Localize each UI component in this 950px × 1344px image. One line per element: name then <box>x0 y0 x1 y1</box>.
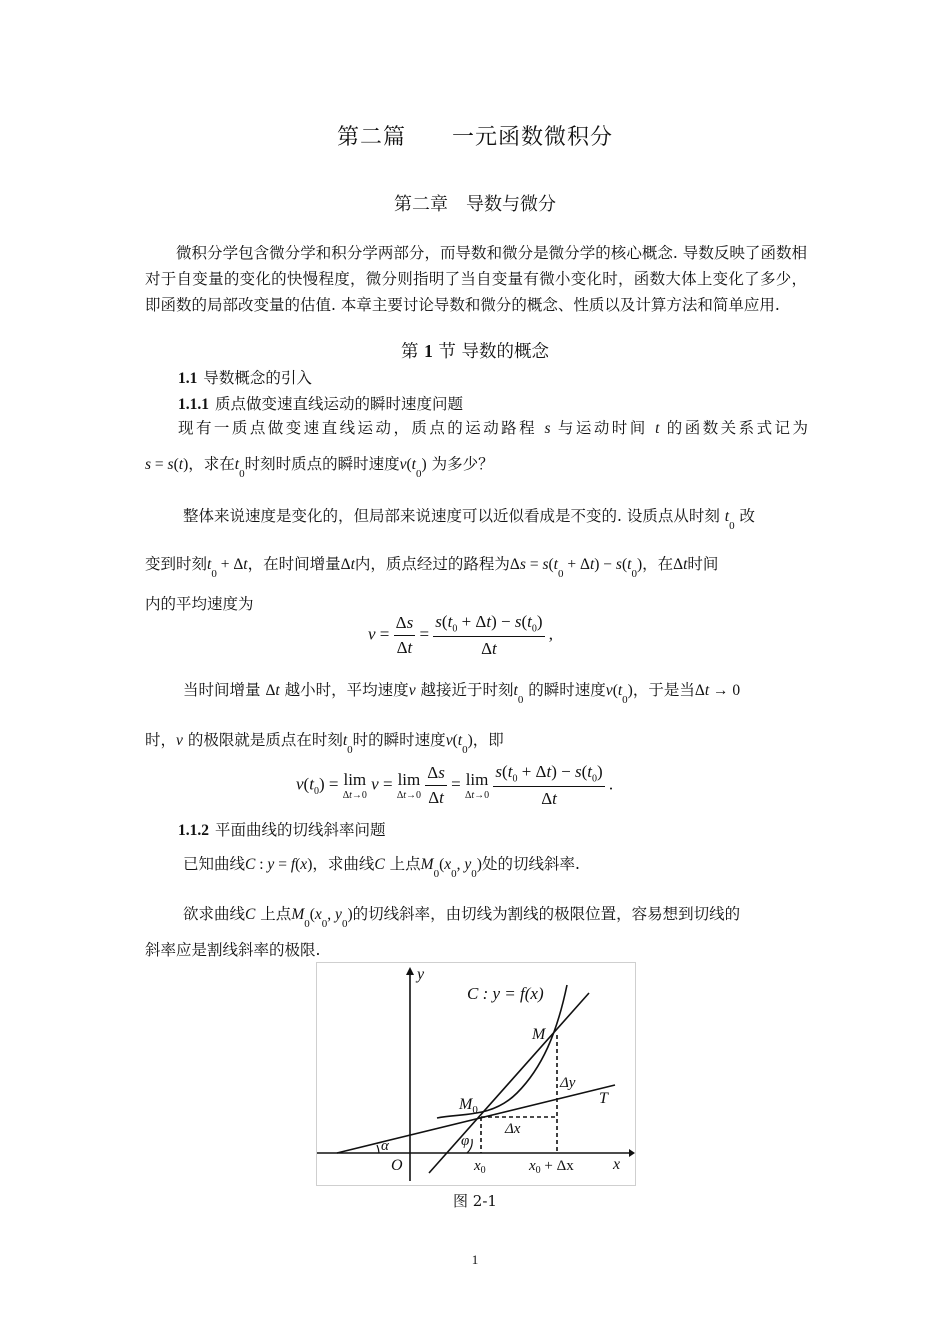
x-axis-label: x <box>613 1156 621 1173</box>
paragraph-average-line1: 整体来说速度是变化的，但局部来说速度可以近似看成是不变的. 设质点从时刻 $t_0$ 改 <box>183 507 756 532</box>
paragraph-tangent-line1: 已知曲线C : y = f(x)，求曲线C 上点$M_0(x_0$, $y_0$)处的切线斜率. <box>183 855 580 880</box>
section-title <box>0 338 950 363</box>
paragraph-limit-line1: 当时间增量 Δt 越小时，平均速度v 越接近于时刻$t_0$ 的瞬时速度$v(t_0)$，于是当Δt → 0 <box>183 681 741 706</box>
origin-label: O <box>391 1157 403 1174</box>
x0-label: $x_0$ <box>474 1158 486 1176</box>
section-suffix: 节 导数的概念 <box>438 342 549 362</box>
phi-label: φ <box>461 1133 470 1149</box>
paragraph-motion-line2: s = s(t)，求在$t_0$时刻时质点的瞬时速度$v(t_0)$ 为多少？ <box>145 455 494 480</box>
intro-paragraph: 微积分学包含微分学和积分学两部分，而导数和微分是微分学的核心概念. 导数反映了函数相对于自变量的变化的快慢程度，微分则指明了当自变量有微小变化时，函数大体上变化了多少，即函数的局部改变量的估值. 本章主要讨论导数和微分的概念、性质以及计算方法和简单应用. <box>145 244 807 314</box>
section-prefix: 第 <box>401 342 419 362</box>
point-m0-label: $M_0$ <box>459 1096 478 1116</box>
section-number: 1 <box>424 341 433 361</box>
subsection-number: 1.1 <box>178 370 198 387</box>
paragraph-average-line2: 变到时刻$t_0 + \Delta t$，在时间增量Δt内，质点经过的路程为$\Delta s = s(t_0 + \Delta t) - s(t_0)$，在Δt时间 <box>145 555 719 580</box>
paragraph-motion-line1: 现有一质点做变速直线运动，质点的运动路程 s 与运动时间 t 的函数关系式记为 <box>178 419 808 437</box>
paragraph-tangent-line3: 斜率应是割线斜率的极限. <box>145 941 321 959</box>
page-number: 1 <box>471 1252 479 1267</box>
point-m-label: M <box>532 1026 546 1043</box>
subsection-1-1-2 <box>178 818 386 840</box>
tangent-line-t <box>337 1085 615 1153</box>
figure-tangent-secant <box>316 962 636 1186</box>
chapter-title: 第二章 导数与微分 <box>394 194 556 215</box>
tangent-t-label: T <box>599 1090 608 1107</box>
delta-y-label: Δy <box>560 1075 576 1091</box>
subsection-number: 1.1.1 <box>178 396 209 413</box>
subsection-number: 1.1.2 <box>178 822 209 839</box>
curve-label: C : y = f(x) <box>467 984 544 1003</box>
curve-c <box>437 985 567 1118</box>
alpha-arc <box>377 1145 379 1153</box>
y-axis-arrow <box>406 967 414 975</box>
paragraph-average-line3: 内的平均速度为 <box>145 595 254 613</box>
formula-instantaneous-velocity: $v(t_0) = \lim$ Δt→0 v = lim Δt→0 $\frac{\Delta s}{\Delta t}$ = lim Δt→0 $\frac{s(t_0 + \Delta t) - s(t_0)}{\Delta t}$ . <box>296 762 614 809</box>
x0-plus-dx-label: $x_0 + \Delta x$ <box>529 1158 574 1176</box>
y-axis-label: y <box>417 966 425 983</box>
subsection-text: 质点做变速直线运动的瞬时速度问题 <box>215 395 464 413</box>
x-axis-arrow <box>629 1149 635 1157</box>
subsection-text: 平面曲线的切线斜率问题 <box>215 821 386 839</box>
alpha-label: α <box>381 1138 389 1154</box>
formula-average-velocity: v = $\frac{\Delta s}{\Delta t}$ = $\frac{s(t_0 + \Delta t) - s(t_0)}{\Delta t}$ , <box>368 612 554 659</box>
delta-x-label: Δx <box>505 1121 521 1137</box>
subsection-1-1-1 <box>178 392 463 414</box>
subsection-1-1 <box>178 366 312 388</box>
figure-caption: 图 2-1 <box>453 1192 497 1210</box>
part-title: 第二篇 一元函数微积分 <box>336 125 613 150</box>
paragraph-limit-line2: 时，v 的极限就是质点在时刻$t_0$时的瞬时速度$v(t_0)$，即 <box>145 731 504 756</box>
tangent-diagram <box>317 963 635 1185</box>
paragraph-tangent-line2: 欲求曲线C 上点$M_0(x_0$, $y_0$)的切线斜率，由切线为割线的极限位置，容易想到切线的 <box>183 905 741 930</box>
subsection-text: 导数概念的引入 <box>203 369 312 387</box>
